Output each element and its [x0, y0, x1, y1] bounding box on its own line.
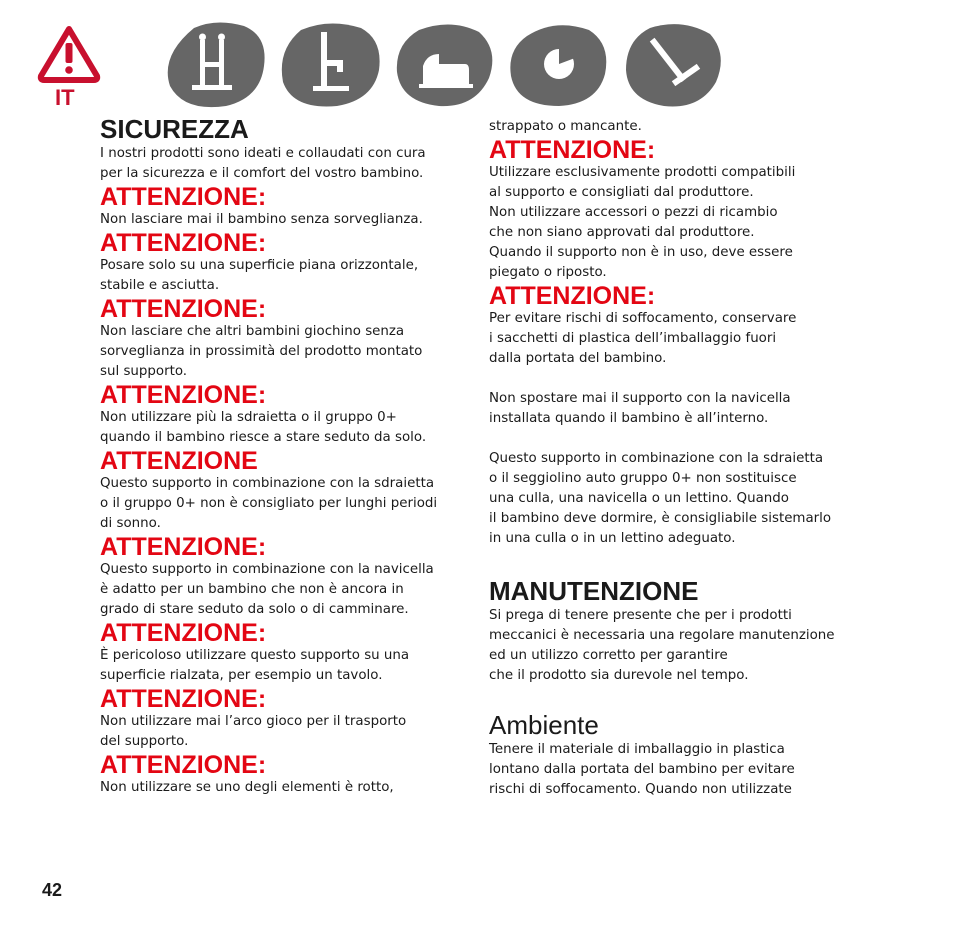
left-column: [100, 114, 470, 798]
warning-text: Questo supporto in combinazione con la sdraietta o il gruppo 0+ non è consigliato per lunghi periodi di sonno.: [100, 476, 438, 531]
paragraph-moving: Non spostare mai il supporto con la navicella installata quando il bambino è all’interno.: [489, 391, 791, 426]
warning-text: Non utilizzare se uno degli elementi è rotto,: [100, 780, 394, 795]
warning-title: ATTENZIONE:: [100, 533, 267, 561]
warning-title: ATTENZIONE:: [489, 136, 656, 164]
language-code: IT: [55, 85, 75, 110]
warning-title: ATTENZIONE:: [100, 229, 267, 257]
intro-text: I nostri prodotti sono ideati e collaudati con cura per la sicurezza e il comfort del vostro bambino.: [100, 146, 426, 181]
section-title-sicurezza: SICUREZZA: [100, 114, 249, 144]
warning-title: ATTENZIONE:: [100, 751, 267, 779]
warning-title: ATTENZIONE:: [100, 619, 267, 647]
warning-title: ATTENZIONE:: [100, 183, 267, 211]
warning-triangle-icon: [36, 24, 102, 84]
warning-title: ATTENZIONE:: [100, 295, 267, 323]
warning-text: Non utilizzare mai l’arco gioco per il trasporto del supporto.: [100, 714, 407, 749]
warning-text: Non lasciare mai il bambino senza sorveglianza.: [100, 212, 423, 227]
maintenance-text: Si prega di tenere presente che per i prodotti meccanici è necessaria una regolare manutenzione ed un utilizzo corretto per garantire che il prodotto sia durevole nel tempo.: [489, 608, 835, 683]
carrycot-icon: [393, 20, 497, 108]
warning-title: ATTENZIONE: [100, 447, 258, 475]
warning-text: Non utilizzare più la sdraietta o il gruppo 0+ quando il bambino riesce a stare seduto da solo.: [100, 410, 427, 445]
warning-title: ATTENZIONE:: [489, 282, 656, 310]
standing-child-icon: [164, 20, 268, 108]
section-title-manutenzione: MANUTENZIONE: [489, 576, 699, 606]
warning-text: Non lasciare che altri bambini giochino senza sorveglianza in prossimità del prodotto montato sul supporto.: [100, 324, 423, 379]
warning-text: Posare solo su una superficie piana orizzontale, stabile e asciutta.: [100, 258, 419, 293]
warning-text: Questo supporto in combinazione con la navicella è adatto per un bambino che non è ancora in grado di stare seduto da solo o di camminare.: [100, 562, 434, 617]
environment-text: Tenere il materiale di imballaggio in plastica lontano dalla portata del bambino per evitare rischi di soffocamento. Quando non utilizzate: [489, 742, 795, 797]
age-clock-icon: [507, 20, 611, 108]
continuation-text: strappato o mancante.: [489, 119, 642, 134]
paragraph-sleeping: Questo supporto in combinazione con la sdraietta o il seggiolino auto gruppo 0+ non sostituisce una culla, una navicella o un lettino. Quando il bambino deve dormire, è consigliabile sistemarlo in una culla o in un lettino adeguato.: [489, 451, 832, 546]
right-column: [489, 117, 859, 800]
warning-text: È pericoloso utilizzare questo supporto su una superficie rialzata, per esempio un tavolo.: [100, 648, 410, 683]
warning-title: ATTENZIONE:: [100, 381, 267, 409]
section-title-ambiente: Ambiente: [489, 710, 599, 740]
page-number: 42: [42, 880, 63, 900]
warning-text: Per evitare rischi di soffocamento, conservare i sacchetti di plastica dell’imballaggio fuori dalla portata del bambino.: [489, 311, 797, 366]
sitting-child-icon: [279, 20, 383, 108]
reclined-seat-icon: [622, 20, 726, 108]
warning-text: Utilizzare esclusivamente prodotti compatibili al supporto e consigliati dal produttore. Non utilizzare accessori o pezzi di ricambio che non siano approvati dal produttore. Quando il supporto non è in uso, deve essere piegato o riposto.: [489, 165, 796, 280]
warning-title: ATTENZIONE:: [100, 685, 267, 713]
